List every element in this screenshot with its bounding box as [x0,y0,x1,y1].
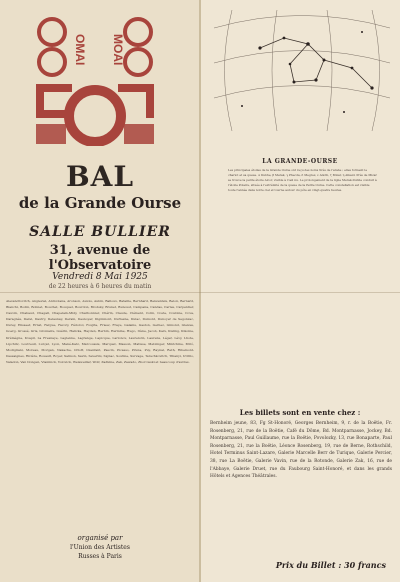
artist-names-list: Alexandrovitch, Angleviel, Anticolana, Aronson, Aulois, Aubin, Balloux, Bataille, Bernhard, Benzenfels, Belon, Bernard, Bianchi, Bodin, Bolinet, Bouchet, Bouquet, Bourdon, Brodsky, Brunet, Bunoust, Campana, Candas, Carles, Carpentier, Cauvin, Chabaud, Chagall, Chapelain-Midy, Charbonnier, Chérin, Claude, Clément, Colin, Coste, Coubine, Cova, Daragnès, Darel, Dautry, Delaunay, Derain, Desnoyer, Dignimont, Dufresne, Dulac, Dumont, Dunoyer de Segonzac, Durey, Elisseef, Ernst, Fargue, Favory, Fédorov, Foujita, Friesz, Fraye, Galanis, Gaston, Gernez, Gimond, Gleizes, Goerg, Grossé, Gris, Gromaire, Guérin, Halicka, Hayden, Herbin, Hermine, Hugo, Irène, Jacob, Kars, Kisling, Kikoine, Krémègne, Kvapil, La Fresnaye, Laglenne, Lagrange, Lapicque, Larionov, Laurencin, Laurens, Léger, Lévy, Lhote, Lipchitz, Loutreuil, Lurçat, Lyon, Mané-Katz, Marcoussis, Marquet, Masson, Matisse, Metzinger, Mintchine, Miró, Modigliani, Moreau, Morgan, Nakache, Orloff, Ozenfant, Pascin, Picasso, Pruna, Puy, Raynal, Reth, Ribemont-Dessaignes, Rivière, Rouault, Royer, Salmon, Savin, Severini, Signac, Soutine, Survage, Terechkovitch, Tihanyi, Utrillo, Valadon, Van Dongen, Vlaminck, Volovick, Weisweiller, Wolf, Zadkine, Zak, Zawado, Zborowski et beaucoup d'autres. [6,299,194,364]
logo-circles-top-right [125,19,151,75]
poster-hours: de 22 heures à 6 heures du matin [48,283,152,290]
organizer-line-3: Russes à Paris [78,553,122,560]
tickets-heading: Les billets sont en vente chez : [239,408,361,417]
ticket-price: Prix du Billet : 30 francs [275,560,386,570]
logo-text-left: OMAI [73,34,87,66]
star-chart-map [212,8,392,133]
page-fold-horizontal [0,292,400,293]
star-chart-grid [214,10,390,131]
poster-address: 31, avenue de l'Observatoire [48,243,152,273]
poster-subtitle: de la Grande Ourse [18,194,182,212]
bal-logo-graphic [32,12,158,146]
constellation-description: Les principales étoiles de la Grande Ourse ont reçu des noms tirés de l'arabe ; elles forment le chariot et sa queue. α Dubhe, β Merak, γ Phecda, δ Megrez, ε Alioth, ζ Mizar, η Alkaid. Près de Mizar se trouve la petite étoile Alcor, visible à l'œil nu. Le prolongement de la ligne Merak-Dubhe conduit à l'étoile Polaire, située à l'extrémité de la queue de la Petite Ourse. Cette constellation est visible toute l'année dans notre ciel et tourne autour du pôle en vingt-quatre heures. [228,168,377,192]
page-fold-vertical [199,0,201,582]
constellation-stars [241,31,374,113]
logo-text-right: MOAI [111,34,125,66]
poster-page-right [200,0,400,582]
poster-date: Vendredi 8 Mai 1925 [52,272,148,282]
logo-circles-top-left [39,19,65,75]
organizer-line-1: organisé par [77,534,123,542]
poster-venue: SALLE BULLIER [29,224,171,240]
ticket-vendors-list: Bernheim jeune, 83, Fg St-Honoré, Georges Bernheim, 9, r. de la Boëtie, Fr. Rosenberg, 21, rue de la Boëtie, Café du Dôme, Bd. Montparnasse, Jockey, Bd. Montparnasse, Paul Guillaume, rue la Boëtie, Povolozky, 13, rue Bonaparte, Paul Rosenberg, 21, rue la Boëtie, Léonce Rosenberg, 19, rue de Berne, Rothschild, Hotel Terminus Saint-Lazare, Galerie Marcelle Berr de Turique, Galerie Percier, 38, rue La Boëtie, Galerie Vavin, rue de la Rotonde, Galerie Zak, 16, rue de l'Abbaye, Galerie Druet, rue du Faubourg Saint-Honoré, et dans les grands Hôtels et Agences Théâtrales. [210,421,392,480]
constellation-heading: LA GRANDE-OURSE [262,158,338,165]
logo-bottom-shapes [36,84,154,144]
poster-title: BAL [65,160,135,193]
organizer-line-2: l'Union des Artistes [70,544,130,551]
